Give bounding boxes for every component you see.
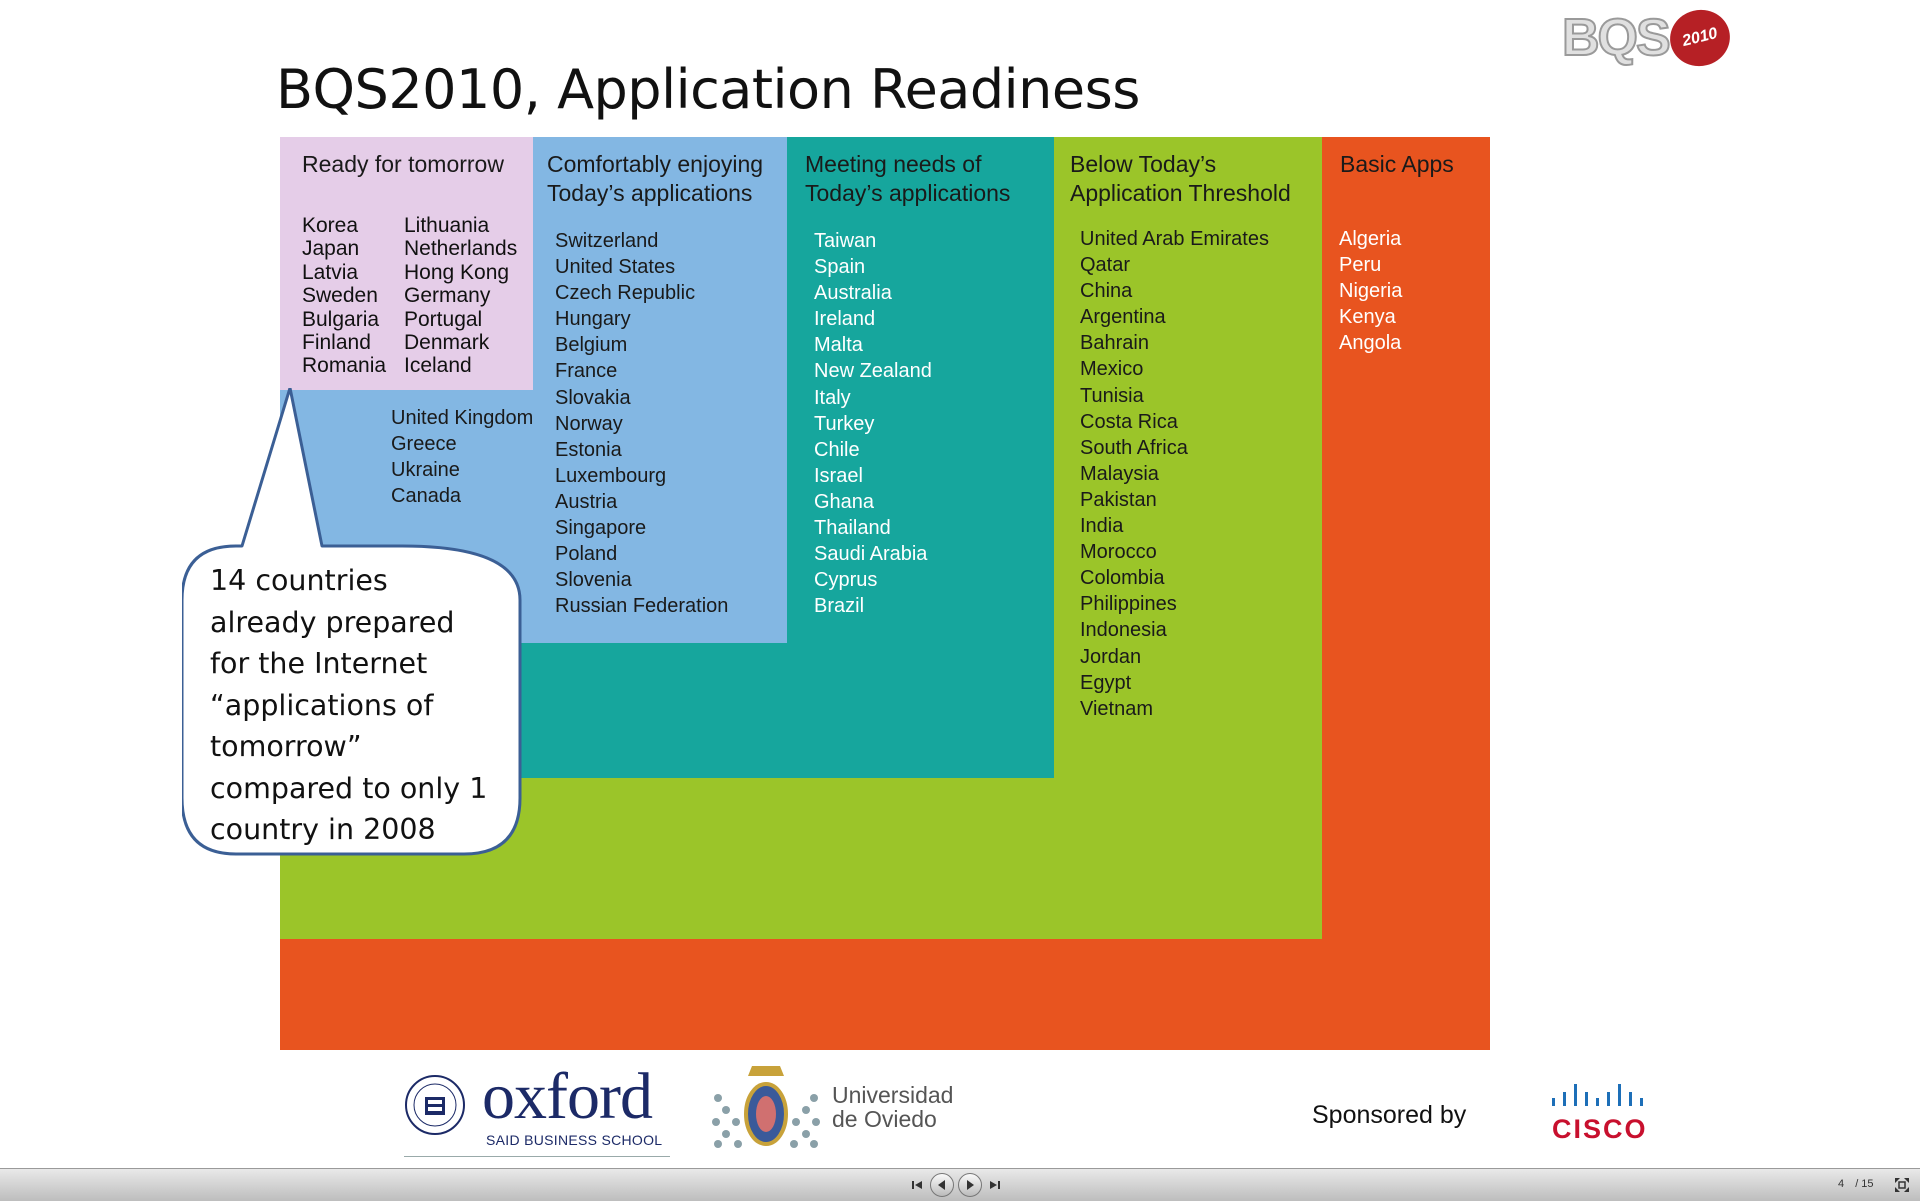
country-item: Portugal — [404, 307, 483, 331]
header-meeting-needs — [805, 150, 1010, 208]
sponsored-label: Sponsored by — [1312, 1101, 1467, 1129]
country-item: Tunisia — [1080, 384, 1144, 407]
country-item: Iceland — [404, 354, 472, 378]
callout-line: tomorrow” — [210, 730, 362, 763]
country-item: Ireland — [814, 308, 876, 331]
country-item: Angola — [1339, 332, 1402, 355]
bqs-logo — [1562, 6, 1732, 76]
country-item: Hungary — [555, 308, 631, 331]
country-item: Turkey — [814, 412, 875, 435]
country-list-basic-apps — [1339, 226, 1402, 356]
callout-text — [210, 560, 510, 851]
country-item: Chile — [814, 438, 860, 461]
cisco-logo — [1550, 1080, 1654, 1144]
country-item: Malaysia — [1080, 462, 1159, 485]
viewer-toolbar — [0, 1168, 1920, 1201]
country-item: United Arab Emirates — [1080, 228, 1269, 250]
country-item: Thailand — [814, 517, 891, 540]
country-item: Canada — [391, 485, 462, 508]
header-line: Below Today’s — [1070, 151, 1217, 177]
country-item: Sweden — [302, 284, 378, 308]
country-item: Bahrain — [1080, 332, 1149, 355]
oxford-wordmark: oxford — [482, 1060, 652, 1133]
page-total: / 15 — [1855, 1178, 1874, 1190]
country-item: United Kingdom — [391, 407, 534, 429]
country-item: Saudi Arabia — [814, 543, 928, 566]
country-item: Denmark — [404, 331, 490, 355]
country-item: Argentina — [1080, 306, 1166, 329]
country-item: Germany — [404, 284, 491, 308]
country-item: Egypt — [1080, 671, 1132, 694]
header-line: Today’s applications — [547, 180, 753, 206]
country-item: Japan — [302, 237, 360, 261]
country-list-ready-col1 — [302, 214, 386, 378]
country-item: United States — [555, 256, 676, 279]
callout-line: 14 countries — [210, 564, 388, 597]
country-item: Pakistan — [1080, 488, 1157, 511]
page-current: 4 — [1838, 1178, 1845, 1190]
country-item: Ghana — [814, 490, 875, 513]
country-item: Vietnam — [1080, 697, 1154, 720]
callout-line: “applications of — [210, 688, 434, 722]
country-list-below-threshold — [1080, 226, 1269, 722]
country-item: Peru — [1339, 254, 1382, 277]
header-line: Today’s applications — [805, 180, 1011, 206]
country-item: Mexico — [1080, 358, 1144, 381]
country-item: Taiwan — [814, 230, 877, 252]
country-item: Slovenia — [555, 569, 632, 592]
country-item: Algeria — [1339, 228, 1402, 250]
country-item: Latvia — [302, 260, 359, 284]
country-item: Korea — [302, 214, 359, 237]
country-list-meeting-needs — [814, 228, 932, 619]
page-title: BQS2010, Application Readiness — [276, 58, 1140, 121]
country-list-comfortably-enjoying — [555, 228, 728, 619]
country-item: Estonia — [555, 438, 622, 461]
country-item: Bulgaria — [302, 307, 380, 331]
oviedo-name-line1: Universidad — [832, 1082, 954, 1108]
country-item: Kenya — [1339, 306, 1396, 329]
header-line: Meeting needs of — [805, 151, 982, 177]
country-item: Greece — [391, 433, 457, 456]
header-line: Basic Apps — [1340, 151, 1454, 177]
header-basic-apps — [1340, 150, 1454, 179]
country-item: Malta — [814, 334, 863, 357]
header-ready-for-tomorrow — [302, 150, 504, 179]
first-slide-icon — [911, 1180, 923, 1190]
country-item: Jordan — [1080, 645, 1142, 668]
oxford-divider — [404, 1156, 670, 1157]
cisco-bars-icon — [1550, 1080, 1654, 1112]
header-line: Ready for tomorrow — [302, 151, 504, 177]
cisco-wordmark: CISCO — [1552, 1114, 1648, 1144]
country-item: France — [555, 360, 618, 383]
country-item: New Zealand — [814, 360, 932, 383]
country-list-ready-col2 — [404, 214, 517, 378]
country-item: Russian Federation — [555, 595, 729, 618]
country-item: Singapore — [555, 517, 647, 540]
country-item: South Africa — [1080, 436, 1188, 459]
bqs-logo-badge: 2010 — [1664, 4, 1736, 73]
header-line: Comfortably enjoying — [547, 151, 764, 177]
country-item: Netherlands — [404, 237, 518, 261]
header-line: Application Threshold — [1070, 180, 1291, 206]
callout-line: already prepared — [210, 605, 455, 639]
callout-line: compared to only 1 — [210, 771, 488, 805]
callout-line: country in 2008 — [210, 813, 436, 846]
page-indicator — [1838, 1178, 1874, 1190]
last-slide-button[interactable] — [987, 1177, 1003, 1193]
next-slide-button[interactable] — [958, 1173, 982, 1197]
fullscreen-button[interactable] — [1893, 1176, 1911, 1194]
callout-line: for the Internet — [210, 647, 428, 680]
country-item: Morocco — [1080, 541, 1157, 564]
country-item: Finland — [302, 331, 371, 355]
country-item: Luxembourg — [555, 464, 667, 487]
country-item: Indonesia — [1080, 619, 1167, 642]
country-item: Colombia — [1080, 567, 1165, 590]
country-item: China — [1080, 280, 1133, 303]
country-item: Romania — [302, 354, 387, 378]
country-item: Switzerland — [555, 230, 659, 252]
previous-slide-icon — [937, 1179, 947, 1191]
fullscreen-icon — [1894, 1177, 1910, 1193]
country-item: Philippines — [1080, 593, 1177, 616]
last-slide-icon — [989, 1180, 1001, 1190]
oxford-crest-icon — [404, 1072, 466, 1138]
country-item: Brazil — [814, 595, 865, 618]
oviedo-name-line2: de Oviedo — [832, 1106, 937, 1132]
country-item: Slovakia — [555, 386, 631, 409]
header-below-threshold — [1070, 150, 1291, 208]
country-item: Lithuania — [404, 214, 490, 237]
country-item: Cyprus — [814, 569, 878, 592]
country-item: Costa Rica — [1080, 410, 1178, 433]
country-item: Spain — [814, 256, 866, 279]
bqs-logo-text: BQS — [1562, 9, 1669, 67]
country-item: Nigeria — [1339, 280, 1403, 303]
country-item: Australia — [814, 282, 892, 305]
country-item: Austria — [555, 490, 618, 513]
country-item: Belgium — [555, 334, 628, 357]
previous-slide-button[interactable] — [930, 1173, 954, 1197]
country-item: Czech Republic — [555, 282, 696, 305]
country-item: Italy — [814, 386, 851, 409]
first-slide-button[interactable] — [909, 1177, 925, 1193]
next-slide-icon — [965, 1179, 975, 1191]
country-item: Norway — [555, 412, 623, 435]
header-comfortably-enjoying — [547, 150, 763, 208]
country-item: India — [1080, 515, 1124, 538]
oxford-logo — [404, 1060, 670, 1156]
country-item: Ukraine — [391, 459, 460, 482]
country-item: Hong Kong — [404, 260, 510, 284]
oviedo-crest-icon — [708, 1058, 824, 1154]
country-item: Qatar — [1080, 254, 1131, 277]
country-item: Poland — [555, 543, 618, 566]
country-item: Israel — [814, 464, 863, 487]
oviedo-logo — [708, 1058, 968, 1158]
oxford-subtitle: SAID BUSINESS SCHOOL — [486, 1132, 663, 1148]
